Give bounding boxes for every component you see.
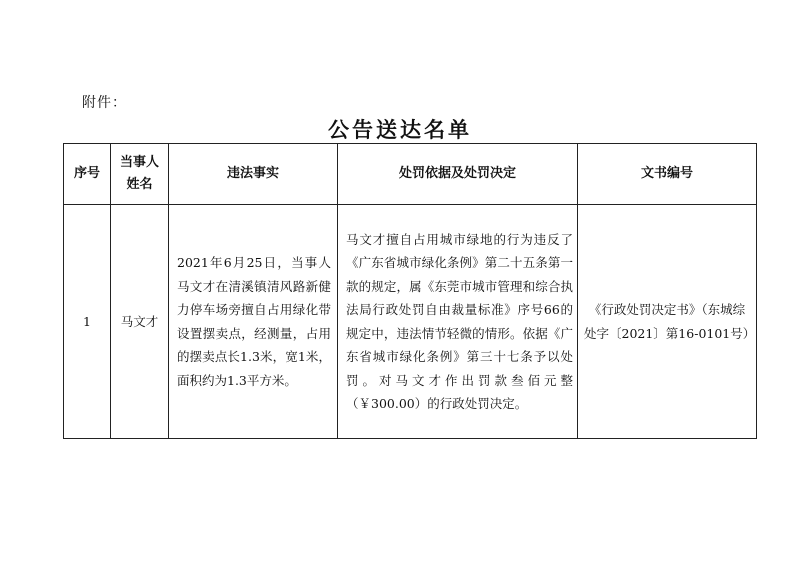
header-party-line2: 姓名	[126, 177, 153, 192]
attachment-label: 附件：	[82, 95, 127, 111]
header-party	[111, 144, 169, 205]
table-row	[64, 205, 757, 439]
cell-doc-no: 《行政处罚决定书》（东城综处字〔2021〕第16-0101号）	[578, 205, 757, 439]
header-seq: 序号	[64, 144, 111, 205]
cell-facts: 2021年6月25日，当事人马文才在清溪镇清风路新健力停车场旁擅自占用绿化带设置摆卖点，经测量，占用的摆卖点长1.3米，宽1米，面积约为1.3平方米。	[169, 205, 338, 439]
header-party-line1: 当事人	[119, 155, 159, 170]
cell-basis: 马文才擅自占用城市绿地的行为违反了《广东省城市绿化条例》第二十五条第一款的规定，属《东莞市城市管理和综合执法局行政处罚自由裁量标准》序号66的规定中，违法情节轻微的情形。依据《广东省城市绿化条例》第三十七条予以处罚。对马文才作出罚款叁佰元整（￥300.00）的行政处罚决定。	[338, 205, 578, 439]
header-facts: 违法事实	[169, 144, 338, 205]
cell-seq: 1	[64, 205, 111, 439]
header-doc-no: 文书编号	[578, 144, 757, 205]
delivery-list-table	[63, 143, 757, 439]
page-title: 公告送达名单	[328, 117, 472, 142]
table-header-row	[64, 144, 757, 205]
cell-party: 马文才	[111, 205, 169, 439]
header-basis: 处罚依据及处罚决定	[338, 144, 578, 205]
